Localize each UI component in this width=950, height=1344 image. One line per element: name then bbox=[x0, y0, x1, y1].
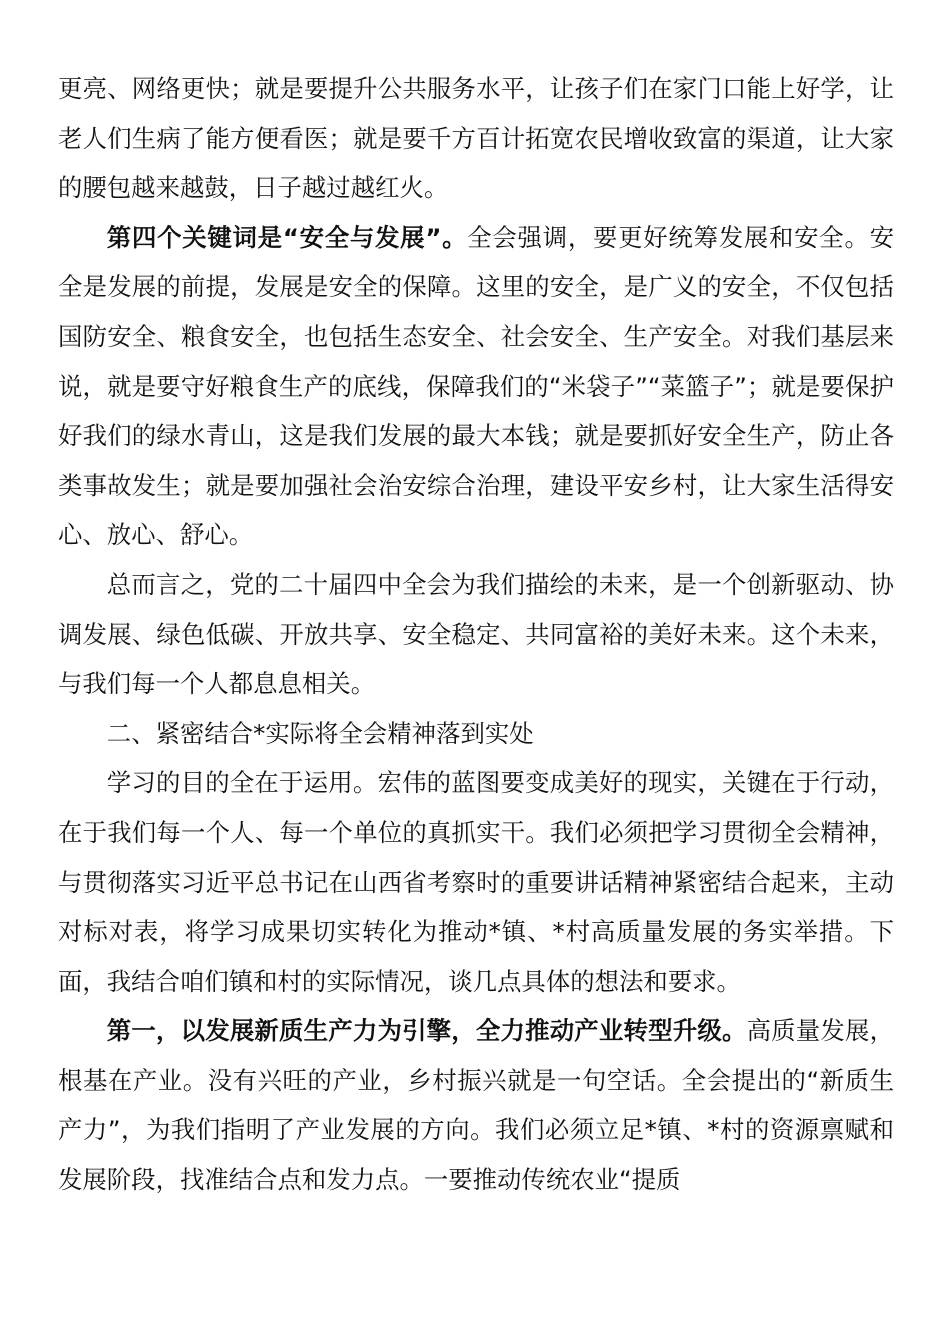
paragraph-text: 全会强调，要更好统筹发展和安全。安全是发展的前提，发展是安全的保障。这里的安全，是广义的安全，不仅包括国防安全、粮食安全，也包括生态安全、社会安全、生产安全。对我们基层来说，就是要守好粮食生产的底线，保障我们的“米袋子”“菜篮子”；就是要保护好我们的绿水青山，这是我们发展的最大本钱；就是要抓好安全生产，防止各类事故发生；就是要加强社会治安综合治理，建设平安乡村，让大家生活得安心、放心、舒心。 bbox=[58, 222, 894, 550]
paragraph-bold-lead: 第一，以发展新质生产力为引擎，全力推动产业转型升级。 bbox=[106, 1016, 747, 1046]
paragraph-continuation bbox=[58, 64, 894, 213]
section-heading-text: 二、紧密结合*实际将全会精神落到实处 bbox=[106, 718, 534, 748]
paragraph-summary bbox=[58, 560, 894, 709]
paragraph-text: 总而言之，党的二十届四中全会为我们描绘的未来，是一个创新驱动、协调发展、绿色低碳、开放共享、安全稳定、共同富裕的美好未来。这个未来，与我们每一个人都息息相关。 bbox=[58, 569, 894, 699]
paragraph-first-point bbox=[58, 1006, 894, 1204]
document-page bbox=[58, 64, 894, 1205]
paragraph-security-development bbox=[58, 213, 894, 560]
paragraph-application bbox=[58, 758, 894, 1006]
paragraph-text: 高质量发展，根基在产业。没有兴旺的产业，乡村振兴就是一句空话。全会提出的“新质生产力”，为我们指明了产业发展的方向。我们必须立足*镇、*村的资源禀赋和发展阶段，找准结合点和发力点。一要推动传统农业“提质 bbox=[58, 1016, 894, 1195]
paragraph-text: 更亮、网络更快；就是要提升公共服务水平，让孩子们在家门口能上好学，让老人们生病了能方便看医；就是要千方百计拓宽农民增收致富的渠道，让大家的腰包越来越鼓，日子越过越红火。 bbox=[58, 74, 894, 203]
paragraph-bold-lead: 第四个关键词是“安全与发展”。 bbox=[106, 222, 468, 252]
section-heading bbox=[58, 709, 894, 759]
paragraph-text: 学习的目的全在于运用。宏伟的蓝图要变成美好的现实，关键在于行动，在于我们每一个人、每一个单位的真抓实干。我们必须把学习贯彻全会精神，与贯彻落实习近平总书记在山西省考察时的重要讲话精神紧密结合起来，主动对标对表，将学习成果切实转化为推动*镇、*村高质量发展的务实举措。下面，我结合咱们镇和村的实际情况，谈几点具体的想法和要求。 bbox=[58, 768, 894, 996]
